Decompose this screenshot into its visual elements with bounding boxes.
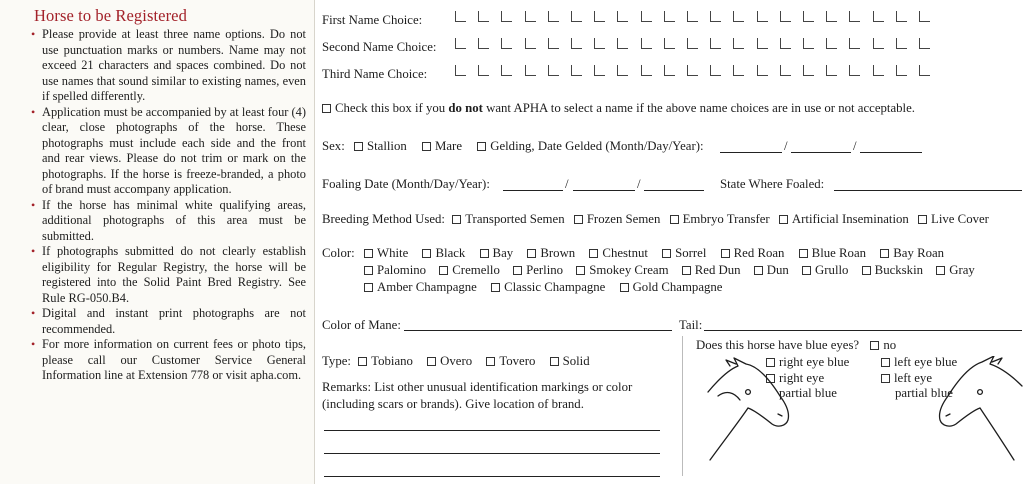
left-eye-blue-checkbox[interactable]	[881, 358, 890, 367]
type-overo-checkbox[interactable]	[427, 357, 436, 366]
left-eye-partial-text: partial blue	[895, 386, 953, 400]
character-box[interactable]	[478, 38, 489, 49]
character-box[interactable]	[571, 38, 582, 49]
color-chestnut-checkbox[interactable]	[589, 249, 598, 258]
gelded-day-field[interactable]	[791, 152, 851, 153]
character-box[interactable]	[757, 65, 768, 76]
character-box[interactable]	[664, 65, 675, 76]
frozen-semen-checkbox[interactable]	[574, 215, 583, 224]
character-box[interactable]	[687, 38, 698, 49]
color-amber-champagne-checkbox[interactable]	[364, 283, 373, 292]
section-divider	[682, 336, 683, 476]
mare-checkbox[interactable]	[422, 142, 431, 151]
remarks-label-1: Remarks: List other unusual identification markings or color	[322, 380, 633, 394]
character-box[interactable]	[710, 65, 721, 76]
color-red-roan-checkbox[interactable]	[721, 249, 730, 258]
character-box[interactable]	[617, 65, 628, 76]
section-title: Horse to be Registered	[34, 6, 187, 25]
slash: /	[565, 177, 569, 191]
character-box[interactable]	[873, 38, 884, 49]
color-palomino-checkbox[interactable]	[364, 266, 373, 275]
color-gold-champagne-checkbox[interactable]	[620, 283, 629, 292]
second-name-label: Second Name Choice:	[322, 40, 437, 54]
blue-eyes-no-checkbox[interactable]	[870, 341, 879, 350]
color-sorrel-checkbox[interactable]	[662, 249, 671, 258]
color-label: Color:	[322, 246, 355, 260]
type-tovero-checkbox[interactable]	[486, 357, 495, 366]
color-buckskin-checkbox[interactable]	[862, 266, 871, 275]
mane-color-field[interactable]	[404, 330, 672, 331]
color-blue-roan-checkbox[interactable]	[799, 249, 808, 258]
character-box[interactable]	[849, 65, 860, 76]
right-eye-blue-option: right eye blue	[766, 355, 849, 370]
type-tobiano-checkbox[interactable]	[358, 357, 367, 366]
gelded-year-field[interactable]	[860, 152, 922, 153]
type-row: Type: Tobiano Overo Tovero Solid	[322, 354, 590, 368]
foaling-day-field[interactable]	[573, 190, 635, 191]
right-eye-partial-text: partial blue	[779, 386, 837, 400]
character-box[interactable]	[571, 11, 582, 22]
character-box[interactable]	[849, 11, 860, 22]
remarks-label-2: (including scars or brands). Give location of brand.	[322, 397, 584, 411]
first-name-label: First Name Choice:	[322, 13, 423, 27]
character-box[interactable]	[849, 38, 860, 49]
left-eye-partial-option: left eye	[881, 371, 932, 386]
mane-color-label: Color of Mane:	[322, 318, 401, 332]
character-box[interactable]	[525, 11, 536, 22]
character-box[interactable]	[571, 65, 582, 76]
instruction-item: • If the horse has minimal white qualifying areas, additional photographs of this area must be submitted.	[32, 198, 306, 245]
character-box[interactable]	[548, 65, 559, 76]
color-classic-champagne-checkbox[interactable]	[491, 283, 500, 292]
character-box[interactable]	[617, 38, 628, 49]
instruction-item: • For more information on current fees or photo tips, please call our Customer Service General Information line at Extension 778 or visit apha.com.	[32, 337, 306, 384]
horse-head-left-icon	[934, 356, 1024, 464]
character-box[interactable]	[594, 11, 605, 22]
character-box[interactable]	[780, 38, 791, 49]
third-name-label: Third Name Choice:	[322, 67, 428, 81]
gelding-checkbox[interactable]	[477, 142, 486, 151]
character-box[interactable]	[455, 11, 466, 22]
left-eye-partial-checkbox[interactable]	[881, 374, 890, 383]
character-box[interactable]	[919, 11, 930, 22]
character-box[interactable]	[664, 11, 675, 22]
color-cremello-checkbox[interactable]	[439, 266, 448, 275]
artificial-insemination-checkbox[interactable]	[779, 215, 788, 224]
transported-semen-checkbox[interactable]	[452, 215, 461, 224]
character-box[interactable]	[826, 11, 837, 22]
foaling-year-field[interactable]	[644, 190, 704, 191]
character-box[interactable]	[826, 38, 837, 49]
horse-head-right-icon	[700, 356, 796, 464]
state-foaled-field[interactable]	[834, 190, 1022, 191]
character-box[interactable]	[687, 11, 698, 22]
character-box[interactable]	[525, 38, 536, 49]
optout-checkbox[interactable]	[322, 104, 331, 113]
character-box[interactable]	[757, 11, 768, 22]
character-box[interactable]	[687, 65, 698, 76]
right-eye-partial-option: right eye	[766, 371, 824, 386]
character-box[interactable]	[710, 11, 721, 22]
character-box[interactable]	[525, 65, 536, 76]
character-box[interactable]	[919, 38, 930, 49]
character-box[interactable]	[873, 65, 884, 76]
character-box[interactable]	[548, 38, 559, 49]
instruction-item: • If photographs submitted do not clearly establish eligibility for Regular Registry, the horse will be registered into the Solid Paint Bred Registry. See Rule RG-050.B4.	[32, 244, 306, 306]
character-box[interactable]	[733, 38, 744, 49]
character-box[interactable]	[803, 11, 814, 22]
instructions-panel	[0, 0, 315, 484]
color-black-checkbox[interactable]	[422, 249, 431, 258]
color-gray-checkbox[interactable]	[936, 266, 945, 275]
color-smokey-cream-checkbox[interactable]	[576, 266, 585, 275]
breeding-row: Breeding Method Used: Transported Semen Frozen Semen Embryo Transfer Artificial Insemination Live Cover	[322, 212, 989, 226]
left-eye-blue-option: left eye blue	[881, 355, 957, 370]
state-foaled-label: State Where Foaled:	[720, 177, 825, 191]
color-bay-checkbox[interactable]	[480, 249, 489, 258]
character-box[interactable]	[455, 65, 466, 76]
color-white-checkbox[interactable]	[364, 249, 373, 258]
character-box[interactable]	[803, 38, 814, 49]
slash: /	[784, 139, 788, 153]
character-box[interactable]	[757, 38, 768, 49]
instruction-item: • Please provide at least three name options. Do not use punctuation marks or numbers. Name may not exceed 21 characters and spaces combined. Do not use names that sound similar to existing names, even if spelled differently.	[32, 27, 306, 105]
blue-eyes-question: Does this horse have blue eyes? no	[696, 338, 897, 352]
optout-row: Check this box if you do not want APHA to select a name if the above name choices are in use or not acceptable.	[322, 101, 915, 116]
character-box[interactable]	[710, 38, 721, 49]
character-box[interactable]	[780, 65, 791, 76]
color-row-1: White Black Bay Brown Chestnut Sorrel Red Roan Blue Roan Bay Roan	[364, 246, 944, 261]
color-grullo-checkbox[interactable]	[802, 266, 811, 275]
slash: /	[637, 177, 641, 191]
character-box[interactable]	[455, 38, 466, 49]
foaling-month-field[interactable]	[503, 190, 563, 191]
embryo-transfer-checkbox[interactable]	[670, 215, 679, 224]
instruction-item: • Application must be accompanied by at least four (4) clear, close photographs of the horse. These photographs must include each side and the front and rear views. Please do not trim or mark on the photographs. If the horse is freeze-branded, a photo of brand must accompany application.	[32, 105, 306, 198]
character-box[interactable]	[641, 11, 652, 22]
character-box[interactable]	[478, 11, 489, 22]
character-box[interactable]	[733, 65, 744, 76]
character-box[interactable]	[896, 65, 907, 76]
color-red-dun-checkbox[interactable]	[682, 266, 691, 275]
tail-color-field[interactable]	[704, 330, 1022, 331]
slash: /	[853, 139, 857, 153]
character-box[interactable]	[896, 11, 907, 22]
tail-color-label: Tail:	[679, 318, 703, 332]
character-box[interactable]	[733, 11, 744, 22]
remarks-line[interactable]	[324, 453, 660, 454]
stallion-checkbox[interactable]	[354, 142, 363, 151]
remarks-line[interactable]	[324, 476, 660, 477]
instruction-list	[32, 27, 306, 384]
character-box[interactable]	[594, 65, 605, 76]
character-box[interactable]	[501, 38, 512, 49]
character-box[interactable]	[780, 11, 791, 22]
type-solid-checkbox[interactable]	[550, 357, 559, 366]
character-box[interactable]	[919, 65, 930, 76]
sex-row: Sex: Stallion Mare Gelding, Date Gelded (Month/Day/Year):	[322, 139, 704, 153]
character-box[interactable]	[548, 11, 559, 22]
character-box[interactable]	[896, 38, 907, 49]
character-box[interactable]	[641, 65, 652, 76]
color-perlino-checkbox[interactable]	[513, 266, 522, 275]
character-box[interactable]	[501, 65, 512, 76]
character-box[interactable]	[641, 38, 652, 49]
remarks-line[interactable]	[324, 430, 660, 431]
character-box[interactable]	[803, 65, 814, 76]
color-brown-checkbox[interactable]	[527, 249, 536, 258]
color-bay-roan-checkbox[interactable]	[880, 249, 889, 258]
instruction-item: • Digital and instant print photographs are not recommended.	[32, 306, 306, 337]
character-box[interactable]	[478, 65, 489, 76]
foaling-date-label: Foaling Date (Month/Day/Year):	[322, 177, 490, 191]
character-box[interactable]	[873, 11, 884, 22]
color-dun-checkbox[interactable]	[754, 266, 763, 275]
character-box[interactable]	[617, 11, 628, 22]
character-box[interactable]	[501, 11, 512, 22]
gelded-month-field[interactable]	[720, 152, 782, 153]
character-box[interactable]	[664, 38, 675, 49]
color-row-2: Palomino Cremello Perlino Smokey Cream Red Dun Dun Grullo Buckskin Gray	[364, 263, 975, 278]
character-box[interactable]	[594, 38, 605, 49]
color-row-3: Amber Champagne Classic Champagne Gold Champagne	[364, 280, 722, 295]
character-box[interactable]	[826, 65, 837, 76]
live-cover-checkbox[interactable]	[918, 215, 927, 224]
